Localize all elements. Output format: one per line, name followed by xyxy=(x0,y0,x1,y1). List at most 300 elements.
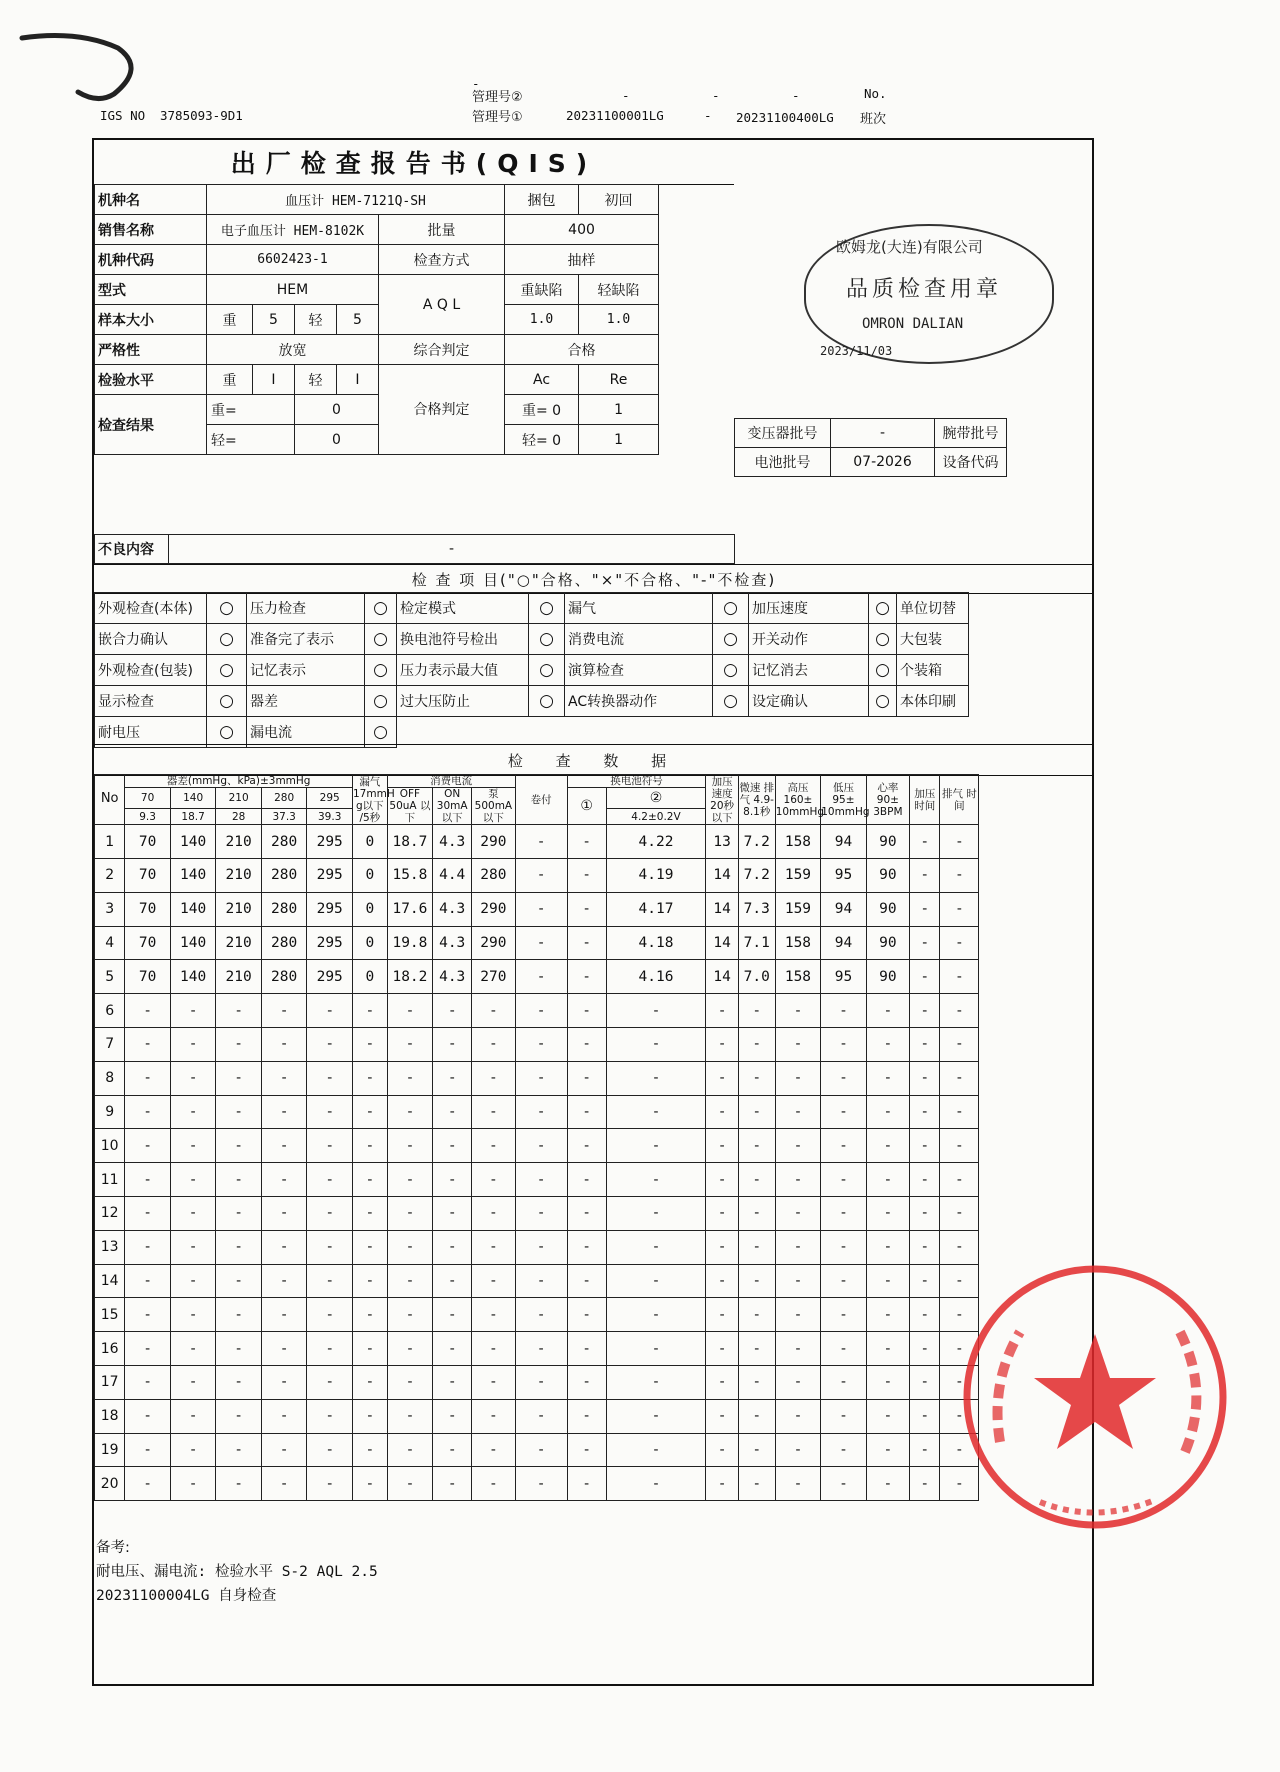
data-cell: 290 xyxy=(472,926,515,960)
col-exhaust: 微速 排气 4.9- 8.1秒 xyxy=(738,775,775,825)
data-cell: - xyxy=(433,994,472,1028)
sales-label: 销售名称 xyxy=(95,215,207,245)
data-cell: - xyxy=(216,1061,262,1095)
data-cell: - xyxy=(567,1332,606,1366)
data-cell: - xyxy=(353,1366,388,1400)
data-cell: - xyxy=(910,1129,940,1163)
data-cell: - xyxy=(307,1467,353,1501)
data-cell: 140 xyxy=(170,825,216,859)
result-light-value: 0 xyxy=(295,425,379,455)
pass-light-re: 1 xyxy=(579,425,659,455)
data-cell: - xyxy=(353,1264,388,1298)
data-cell: - xyxy=(216,1298,262,1332)
data-cell: 70 xyxy=(125,825,171,859)
data-cell: - xyxy=(775,1366,821,1400)
check-mark: ○ xyxy=(529,593,565,624)
data-cell: - xyxy=(821,1197,867,1231)
data-cell: 14 xyxy=(706,960,739,994)
data-cell: - xyxy=(940,960,979,994)
table-row xyxy=(95,1129,1095,1163)
check-mark: ○ xyxy=(207,655,247,686)
model-value: 血压计 HEM-7121Q-SH xyxy=(207,185,505,215)
type-value: HEM xyxy=(207,275,379,305)
row-number: 12 xyxy=(95,1197,125,1231)
data-cell: - xyxy=(125,1399,171,1433)
data-cell: 70 xyxy=(125,926,171,960)
result-heavy-value: 0 xyxy=(295,395,379,425)
data-cell: 4.22 xyxy=(606,825,706,859)
data-cell: - xyxy=(910,1028,940,1062)
data-cell: 210 xyxy=(216,825,262,859)
data-cell: - xyxy=(775,1467,821,1501)
row-number: 15 xyxy=(95,1298,125,1332)
data-cell: - xyxy=(910,1197,940,1231)
data-cell: 280 xyxy=(261,960,307,994)
data-cell: 4.17 xyxy=(606,892,706,926)
model-label: 机种名 xyxy=(95,185,207,215)
data-cell: - xyxy=(940,1197,979,1231)
sample-light-value: 5 xyxy=(337,305,379,335)
data-cell: 14 xyxy=(706,859,739,893)
level-label: 检验水平 xyxy=(95,365,207,395)
data-cell: - xyxy=(170,1230,216,1264)
col-time2: 排气 时间 xyxy=(940,775,979,825)
col-pump: 泵 500mA 以下 xyxy=(472,788,515,825)
data-cell: 70 xyxy=(125,859,171,893)
data-cell: - xyxy=(940,1163,979,1197)
info-table xyxy=(94,184,735,455)
data-cell: - xyxy=(515,1129,567,1163)
data-cell: 4.3 xyxy=(433,892,472,926)
data-cell: - xyxy=(216,1433,262,1467)
data-cell: - xyxy=(515,1028,567,1062)
data-cell: - xyxy=(940,892,979,926)
data-cell: - xyxy=(387,1433,433,1467)
data-cell: 90 xyxy=(866,960,909,994)
data-cell: - xyxy=(387,1467,433,1501)
check-item-name: 检定模式 xyxy=(397,593,529,624)
data-cell: - xyxy=(216,1467,262,1501)
data-cell: - xyxy=(821,1399,867,1433)
check-item-name: 显示检查 xyxy=(95,686,207,717)
data-cell: - xyxy=(387,1298,433,1332)
col-bat1: ① xyxy=(567,788,606,825)
data-cell: - xyxy=(738,1129,775,1163)
data-cell: 270 xyxy=(472,960,515,994)
data-cell: - xyxy=(706,1298,739,1332)
data-cell: - xyxy=(866,1163,909,1197)
transformer-label: 变压器批号 xyxy=(735,419,831,448)
data-cell: 140 xyxy=(170,859,216,893)
data-cell: - xyxy=(125,994,171,1028)
data-cell: - xyxy=(353,1061,388,1095)
data-cell: - xyxy=(307,1129,353,1163)
data-cell: - xyxy=(472,1433,515,1467)
data-cell: - xyxy=(261,1230,307,1264)
minor-defect-label: 轻缺陷 xyxy=(579,275,659,305)
data-cell: - xyxy=(307,1298,353,1332)
data-cell: 94 xyxy=(821,926,867,960)
data-cell: 14 xyxy=(706,892,739,926)
data-cell: - xyxy=(515,825,567,859)
data-cell: - xyxy=(866,1298,909,1332)
data-cell: - xyxy=(472,994,515,1028)
data-cell: - xyxy=(170,1467,216,1501)
data-cell: - xyxy=(567,1298,606,1332)
data-cell: - xyxy=(387,1230,433,1264)
data-cell: 7.0 xyxy=(738,960,775,994)
data-cell: - xyxy=(433,1061,472,1095)
data-cell: - xyxy=(387,1197,433,1231)
row-number: 7 xyxy=(95,1028,125,1062)
data-cell: - xyxy=(515,1230,567,1264)
data-cell: - xyxy=(353,1095,388,1129)
col-70: 70 xyxy=(125,788,171,809)
data-cell: 70 xyxy=(125,960,171,994)
remarks-label: 备考: xyxy=(96,1540,130,1556)
data-cell: - xyxy=(472,1230,515,1264)
data-cell: - xyxy=(261,1332,307,1366)
data-cell: - xyxy=(387,994,433,1028)
data-cell: - xyxy=(567,1028,606,1062)
data-cell: 95 xyxy=(821,859,867,893)
data-cell: - xyxy=(706,1230,739,1264)
sales-value: 电子血压计 HEM-8102K xyxy=(207,215,379,245)
check-item-name: 嵌合力确认 xyxy=(95,624,207,655)
table-row xyxy=(95,1230,1095,1264)
data-cell: - xyxy=(775,1399,821,1433)
remarks xyxy=(94,1536,1096,1608)
check-mark: ○ xyxy=(365,624,397,655)
data-cell: - xyxy=(261,994,307,1028)
data-cell: 280 xyxy=(472,859,515,893)
data-cell: - xyxy=(821,1163,867,1197)
check-item-name: 过大压防止 xyxy=(397,686,529,717)
data-cell: - xyxy=(910,1298,940,1332)
data-cell: 4.4 xyxy=(433,859,472,893)
row-number: 2 xyxy=(95,859,125,893)
data-cell: - xyxy=(261,1298,307,1332)
data-cell: - xyxy=(738,1467,775,1501)
data-cell: - xyxy=(353,1433,388,1467)
result-label: 检查结果 xyxy=(95,395,207,455)
data-cell: 90 xyxy=(866,892,909,926)
data-cell: - xyxy=(910,892,940,926)
col-kpa-5: 39.3 xyxy=(307,809,353,825)
data-cell: - xyxy=(821,1129,867,1163)
major-defect-label: 重缺陷 xyxy=(505,275,579,305)
level-light-label: 轻 xyxy=(295,365,337,395)
sample-heavy-label: 重 xyxy=(207,305,253,335)
mgmt1-dash: - xyxy=(704,108,712,123)
data-cell: - xyxy=(472,1163,515,1197)
data-cell: - xyxy=(261,1433,307,1467)
data-cell: - xyxy=(910,1332,940,1366)
battery-label: 电池批号 xyxy=(735,448,831,477)
data-cell: - xyxy=(775,994,821,1028)
data-cell: 90 xyxy=(866,825,909,859)
data-cell: - xyxy=(433,1467,472,1501)
data-cell: 4.3 xyxy=(433,926,472,960)
check-item-name: 换电池符号检出 xyxy=(397,624,529,655)
data-cell: - xyxy=(821,1332,867,1366)
check-item-name: 本体印刷 xyxy=(897,686,969,717)
check-item-name: 耐电压 xyxy=(95,717,207,748)
data-cell: - xyxy=(216,1163,262,1197)
data-cell: - xyxy=(775,1061,821,1095)
data-cell: - xyxy=(472,1399,515,1433)
table-row xyxy=(95,1163,1095,1197)
mgmt1-from: 20231100001LG xyxy=(566,108,664,123)
col-high: 高压 160± 10mmHg xyxy=(775,775,821,825)
col-210: 210 xyxy=(216,788,262,809)
type-label: 型式 xyxy=(95,275,207,305)
data-cell: - xyxy=(775,1163,821,1197)
stamp-line1: 欧姆龙(大连)有限公司 xyxy=(836,238,983,256)
check-item-name: 外观检查(本体) xyxy=(95,593,207,624)
data-cell: 295 xyxy=(307,926,353,960)
row-number: 4 xyxy=(95,926,125,960)
data-cell: - xyxy=(125,1467,171,1501)
mgmt2-value-c: - xyxy=(792,88,800,103)
mgmt1-to: 20231100400LG xyxy=(736,110,834,125)
data-cell: 94 xyxy=(821,825,867,859)
data-cell: - xyxy=(738,1061,775,1095)
data-cell: 0 xyxy=(353,926,388,960)
igs-no-label: IGS NO xyxy=(100,108,146,123)
data-cell: - xyxy=(567,926,606,960)
check-mark: ○ xyxy=(713,686,749,717)
data-cell: - xyxy=(567,1230,606,1264)
data-cell: - xyxy=(866,1332,909,1366)
inspection-data-title: 检 查 数 据 xyxy=(94,744,1094,776)
check-item-name: 个装箱 xyxy=(897,655,969,686)
bundle-value: 初回 xyxy=(579,185,659,215)
data-cell: - xyxy=(940,994,979,1028)
data-cell: - xyxy=(433,1197,472,1231)
data-cell: - xyxy=(866,1061,909,1095)
igs-no-value: 3785093-9D1 xyxy=(160,108,243,123)
data-cell: - xyxy=(472,1366,515,1400)
check-items-table xyxy=(94,592,1095,748)
table-row xyxy=(95,825,1095,859)
data-cell: - xyxy=(775,1264,821,1298)
data-cell: - xyxy=(261,1061,307,1095)
check-item-name: 压力表示最大值 xyxy=(397,655,529,686)
data-cell: - xyxy=(170,1399,216,1433)
check-row xyxy=(95,717,1095,748)
data-cell: - xyxy=(472,1061,515,1095)
check-item-name: 准备完了表示 xyxy=(247,624,365,655)
data-cell: - xyxy=(821,1433,867,1467)
data-cell: - xyxy=(125,1366,171,1400)
data-cell: - xyxy=(738,1028,775,1062)
data-cell: - xyxy=(706,1061,739,1095)
data-cell: - xyxy=(515,1163,567,1197)
data-cell: - xyxy=(307,1163,353,1197)
company-seal-icon xyxy=(960,1262,1230,1532)
sample-label: 样本大小 xyxy=(95,305,207,335)
data-cell: - xyxy=(515,1061,567,1095)
data-cell: - xyxy=(433,1366,472,1400)
row-number: 5 xyxy=(95,960,125,994)
side-info-table xyxy=(734,418,1095,477)
data-cell: 4.3 xyxy=(433,960,472,994)
data-cell: - xyxy=(821,1028,867,1062)
data-cell: - xyxy=(216,1230,262,1264)
cuff-label: 腕带批号 xyxy=(935,419,1007,448)
row-number: 6 xyxy=(95,994,125,1028)
data-cell: - xyxy=(821,1467,867,1501)
data-cell: - xyxy=(738,1197,775,1231)
stamp-line2: 品质检查用章 xyxy=(846,277,1003,302)
remarks-line1: 耐电压、漏电流: 检验水平 S-2 AQL 2.5 xyxy=(96,1564,378,1580)
row-number: 19 xyxy=(95,1433,125,1467)
table-row xyxy=(95,1298,1095,1332)
col-280: 280 xyxy=(261,788,307,809)
strict-value: 放宽 xyxy=(207,335,379,365)
data-cell: - xyxy=(706,1264,739,1298)
data-cell: - xyxy=(567,1264,606,1298)
level-heavy-value: I xyxy=(253,365,295,395)
data-cell: - xyxy=(353,1298,388,1332)
data-cell: - xyxy=(472,1095,515,1129)
data-cell: - xyxy=(261,1028,307,1062)
data-cell: - xyxy=(567,960,606,994)
data-cell: - xyxy=(472,1129,515,1163)
data-cell: 0 xyxy=(353,859,388,893)
data-cell: - xyxy=(738,1095,775,1129)
col-hr: 心率 90± 3BPM xyxy=(866,775,909,825)
method-label: 检查方式 xyxy=(379,245,505,275)
data-cell: - xyxy=(170,1061,216,1095)
data-cell: 280 xyxy=(261,926,307,960)
data-cell: - xyxy=(125,1197,171,1231)
data-cell: - xyxy=(472,1298,515,1332)
check-mark: ○ xyxy=(207,717,247,748)
table-row xyxy=(95,1399,1095,1433)
strict-label: 严格性 xyxy=(95,335,207,365)
data-cell: 158 xyxy=(775,825,821,859)
data-cell: 4.3 xyxy=(433,825,472,859)
data-cell: 4.19 xyxy=(606,859,706,893)
sample-light-label: 轻 xyxy=(295,305,337,335)
check-mark: ○ xyxy=(529,655,565,686)
data-cell: - xyxy=(706,1197,739,1231)
pass-light-ac: 0 xyxy=(552,432,562,449)
check-item-name: 单位切替 xyxy=(897,593,969,624)
check-mark: ○ xyxy=(207,593,247,624)
data-cell: - xyxy=(353,994,388,1028)
data-cell: - xyxy=(216,994,262,1028)
data-cell: - xyxy=(353,1230,388,1264)
data-cell: - xyxy=(866,1197,909,1231)
data-cell: 0 xyxy=(353,960,388,994)
data-cell: - xyxy=(387,1163,433,1197)
data-cell: - xyxy=(515,892,567,926)
data-cell: - xyxy=(738,1230,775,1264)
data-cell: - xyxy=(472,1264,515,1298)
col-140: 140 xyxy=(170,788,216,809)
check-mark: ○ xyxy=(529,686,565,717)
data-cell: - xyxy=(216,1399,262,1433)
data-cell: 4.18 xyxy=(606,926,706,960)
data-cell: - xyxy=(216,1366,262,1400)
row-number: 13 xyxy=(95,1230,125,1264)
data-cell: 280 xyxy=(261,892,307,926)
data-cell: - xyxy=(910,859,940,893)
col-bat2: ② xyxy=(606,788,706,809)
data-cell: - xyxy=(261,1264,307,1298)
data-cell: 19.8 xyxy=(387,926,433,960)
sample-heavy-value: 5 xyxy=(253,305,295,335)
data-cell: - xyxy=(940,1366,979,1400)
data-cell: 7.2 xyxy=(738,825,775,859)
code-value: 6602423-1 xyxy=(207,245,379,275)
data-cell: - xyxy=(387,1332,433,1366)
data-cell: 280 xyxy=(261,859,307,893)
data-cell: - xyxy=(433,1028,472,1062)
stamp-date: 2023/11/03 xyxy=(820,344,893,358)
data-cell: - xyxy=(353,1399,388,1433)
data-cell: - xyxy=(170,994,216,1028)
data-cell: - xyxy=(515,960,567,994)
data-cell: - xyxy=(606,1264,706,1298)
row-number: 8 xyxy=(95,1061,125,1095)
check-mark: ○ xyxy=(869,593,897,624)
check-mark: ○ xyxy=(713,593,749,624)
pass-heavy-ac: 0 xyxy=(552,402,562,419)
data-cell: - xyxy=(433,1230,472,1264)
mgmt2-value-a: - xyxy=(622,88,630,103)
data-cell: 280 xyxy=(261,825,307,859)
data-cell: - xyxy=(738,1264,775,1298)
col-roll: 卷付 xyxy=(515,775,567,825)
data-cell: - xyxy=(170,1264,216,1298)
no-label: No. xyxy=(864,86,887,101)
data-cell: - xyxy=(515,994,567,1028)
data-cell: - xyxy=(170,1332,216,1366)
check-mark: ○ xyxy=(869,655,897,686)
data-cell: - xyxy=(706,1095,739,1129)
data-cell: - xyxy=(515,1467,567,1501)
check-item-name: 加压速度 xyxy=(749,593,869,624)
data-cell: 140 xyxy=(170,926,216,960)
data-cell: - xyxy=(353,1129,388,1163)
table-row xyxy=(95,1197,1095,1231)
data-cell: - xyxy=(606,1197,706,1231)
data-cell: - xyxy=(261,1197,307,1231)
result-light-label: 轻= xyxy=(207,425,295,455)
data-cell: - xyxy=(353,1028,388,1062)
mgmt2-value-b: - xyxy=(712,88,720,103)
data-cell: - xyxy=(866,994,909,1028)
equipment-label: 设备代码 xyxy=(935,448,1007,477)
table-row xyxy=(95,1332,1095,1366)
data-cell: - xyxy=(706,1129,739,1163)
data-cell: - xyxy=(606,1332,706,1366)
data-cell: - xyxy=(706,1467,739,1501)
row-number: 3 xyxy=(95,892,125,926)
data-cell: - xyxy=(940,859,979,893)
data-cell: - xyxy=(307,1366,353,1400)
ac-label: Ac xyxy=(505,365,579,395)
check-mark: ○ xyxy=(713,655,749,686)
data-cell: - xyxy=(738,1366,775,1400)
data-cell: - xyxy=(472,1028,515,1062)
data-cell: - xyxy=(433,1433,472,1467)
data-cell: 140 xyxy=(170,960,216,994)
